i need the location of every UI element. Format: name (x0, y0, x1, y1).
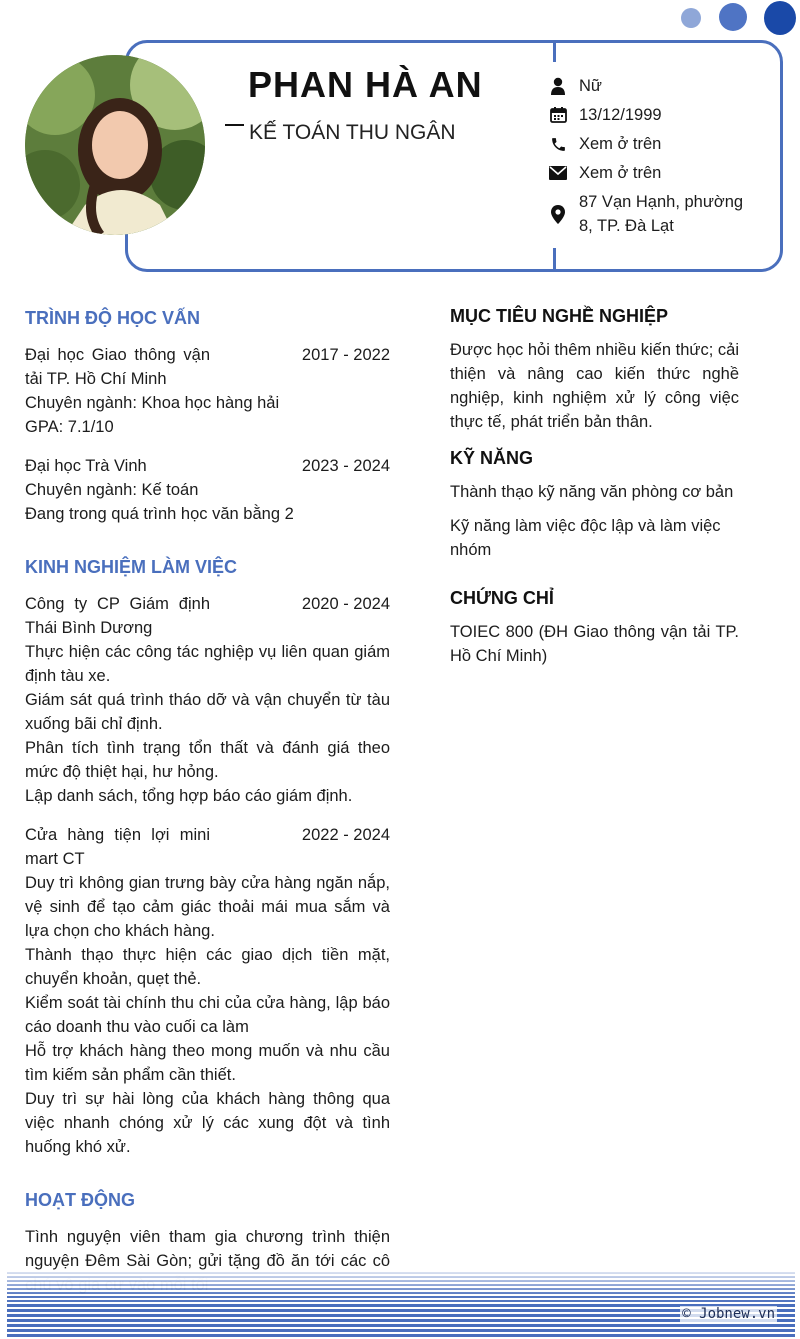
email-value: Xem ở trên (579, 164, 662, 182)
education-detail: Chuyên ngành: Kế toán (25, 481, 199, 499)
contact-birthday (548, 103, 748, 127)
activities-title: HOẠT ĐỘNG (25, 1190, 135, 1210)
avatar (25, 55, 205, 235)
contact-block (548, 74, 748, 243)
education-title: TRÌNH ĐỘ HỌC VẤN (25, 308, 200, 328)
education-years: 2023 - 2024 (301, 457, 390, 475)
person-icon (548, 74, 568, 98)
education-detail: Đang trong quá trình học văn bằng 2 (25, 505, 294, 523)
education-school: Đại học Trà Vinh (25, 457, 147, 475)
contact-address (548, 190, 748, 238)
experience-detail: Kiểm soát tài chính thu chi của cửa hàng, lập báo cáo doanh thu vào cuối ca làm (25, 994, 390, 1036)
title-dash (225, 124, 244, 126)
skills-title: KỸ NĂNG (450, 448, 534, 468)
job-title: KẾ TOÁN THU NGÂN (249, 121, 456, 144)
experience-detail: Giám sát quá trình tháo dỡ và vận chuyển từ tàu xuống bãi chỉ định. (25, 691, 390, 733)
decor-dot-dark (764, 1, 796, 35)
experience-title: KINH NGHIỆM LÀM VIỆC (25, 557, 238, 577)
education-years: 2017 - 2022 (301, 346, 390, 364)
experience-item (25, 592, 390, 808)
candidate-name: PHAN HÀ AN (248, 64, 483, 105)
experience-company: Cửa hàng tiện lợi mini mart CT (25, 826, 210, 868)
right-column (450, 304, 739, 668)
skill-item: Kỹ năng làm việc độc lập và làm việc nhóm (450, 517, 721, 559)
phone-icon (548, 132, 568, 156)
experience-detail: Phân tích tình trạng tổn thất và đánh giá theo mức độ thiệt hại, hư hỏng. (25, 739, 390, 781)
avatar-photo (25, 55, 205, 235)
experience-detail: Thực hiện các công tác nghiệp vụ liên quan giám định tàu xe. (25, 643, 390, 685)
activities-text: Tình nguyện viên tham gia chương trình thiện nguyện Đêm Sài Gòn; gửi tặng đồ ăn tới các cô (25, 1228, 390, 1270)
objective-text: Được học hỏi thêm nhiều kiến thức; cải thiện và nâng cao kiến thức nghề nghiệp, kinh nghiệm xử lý công việc thực tế, phát triển bản thân. (450, 341, 739, 431)
decor-dot-medium (719, 3, 747, 31)
experience-company: Công ty CP Giám định Thái Bình Dương (25, 595, 210, 637)
education-school: Đại học Giao thông vận tải TP. Hồ Chí Minh (25, 346, 210, 388)
footer-stripes (7, 1270, 795, 1339)
experience-years: 2020 - 2024 (301, 595, 390, 613)
certificate-text: TOIEC 800 (ĐH Giao thông vận tải TP. Hồ Chí Minh) (450, 623, 739, 665)
experience-detail: Lập danh sách, tổng hợp báo cáo giám định. (25, 787, 353, 805)
certificates-title: CHỨNG CHỈ (450, 588, 554, 608)
copyright: © Jobnew.vn (682, 1306, 775, 1322)
experience-detail: Duy trì không gian trưng bày cửa hàng ngăn nắp, vệ sinh để tạo cảm giác thoải mái mua sắm và lựa chọn cho khách hàng. (25, 874, 390, 940)
birthday-value: 13/12/1999 (579, 106, 662, 124)
contact-email (548, 161, 748, 185)
education-item (25, 454, 390, 526)
experience-item (25, 823, 390, 1159)
experience-detail: Hỗ trợ khách hàng theo mong muốn và nhu cầu tìm kiếm sản phẩm cần thiết. (25, 1042, 390, 1084)
education-detail: GPA: 7.1/10 (25, 418, 114, 436)
phone-value: Xem ở trên (579, 135, 662, 153)
decor-dot-light (681, 8, 701, 28)
skill-item: Thành thạo kỹ năng văn phòng cơ bản (450, 483, 734, 501)
gender-value: Nữ (579, 77, 602, 95)
location-pin-icon (548, 202, 568, 226)
education-item (25, 343, 390, 439)
education-detail: Chuyên ngành: Khoa học hàng hải (25, 394, 280, 412)
address-value: 87 Vạn Hạnh, phường 8, TP. Đà Lạt (579, 193, 744, 235)
objective-title: MỤC TIÊU NGHỀ NGHIỆP (450, 306, 669, 326)
experience-detail: Duy trì sự hài lòng của khách hàng thông qua việc nhanh chóng xử lý các xung đột và tình huống khó xử. (25, 1090, 390, 1156)
contact-gender (548, 74, 748, 98)
contact-phone (548, 132, 748, 156)
left-column (25, 306, 390, 1297)
experience-detail: Thành thạo thực hiện các giao dịch tiền mặt, chuyển khoản, quẹt thẻ. (25, 946, 390, 988)
experience-years: 2022 - 2024 (301, 826, 390, 844)
calendar-icon (548, 103, 568, 127)
mail-icon (548, 161, 568, 185)
